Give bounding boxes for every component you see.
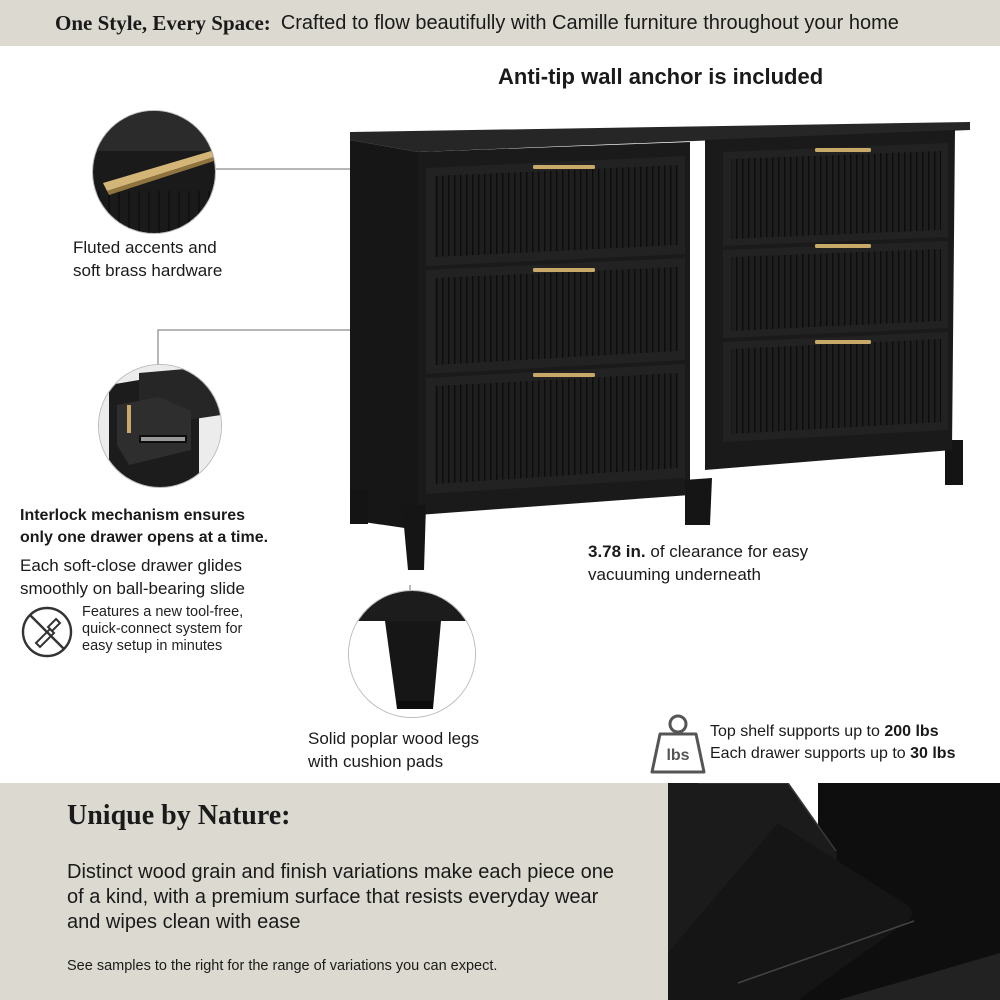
unique-title: Unique by Nature: <box>67 800 291 831</box>
tool-free-caption: Features a new tool-free, quick-connect system for easy setup in minutes <box>82 604 244 654</box>
clearance-caption: 3.78 in. of clearance for easy vacuuming underneath <box>588 542 809 584</box>
left-drawers <box>426 156 685 494</box>
banner-subline: Crafted to flow beautifully with Camille furniture throughout your home <box>280 11 899 34</box>
hardware-closeup <box>92 110 216 234</box>
anchor-note: Anti-tip wall anchor is included <box>498 64 824 89</box>
clearance-value: 3.78 in. <box>588 542 646 561</box>
fluted-caption: Fluted accents and soft brass hardware <box>73 238 223 280</box>
right-drawers <box>723 143 948 442</box>
dresser-image <box>340 110 980 580</box>
banner-headline: One Style, Every Space: <box>55 10 271 35</box>
no-tools-icon <box>20 605 74 659</box>
legs-caption: Solid poplar wood legs with cushion pads <box>308 729 480 771</box>
interlock-closeup <box>98 364 222 488</box>
leg-closeup <box>348 590 476 718</box>
top-capacity: 200 lbs <box>884 723 939 740</box>
soft-close-caption: Each soft-close drawer glides smoothly on ball-bearing slide <box>20 556 245 598</box>
weight-icon <box>650 712 706 774</box>
drawer-capacity: 30 lbs <box>910 745 956 762</box>
weight-icon-label: lbs <box>666 747 690 764</box>
weight-caption: Top shelf supports up to 200 lbs Each drawer supports up to 30 lbs <box>710 723 956 762</box>
unique-body: Distinct wood grain and finish variations make each piece one of a kind, with a premium surface that resists everyday wear and wipes clean with ease <box>67 861 614 933</box>
unique-note: See samples to the right for the range of variations you can expect. <box>67 958 498 974</box>
interlock-caption: Interlock mechanism ensures only one drawer opens at a time. <box>20 507 269 546</box>
finish-samples <box>668 783 1000 1000</box>
